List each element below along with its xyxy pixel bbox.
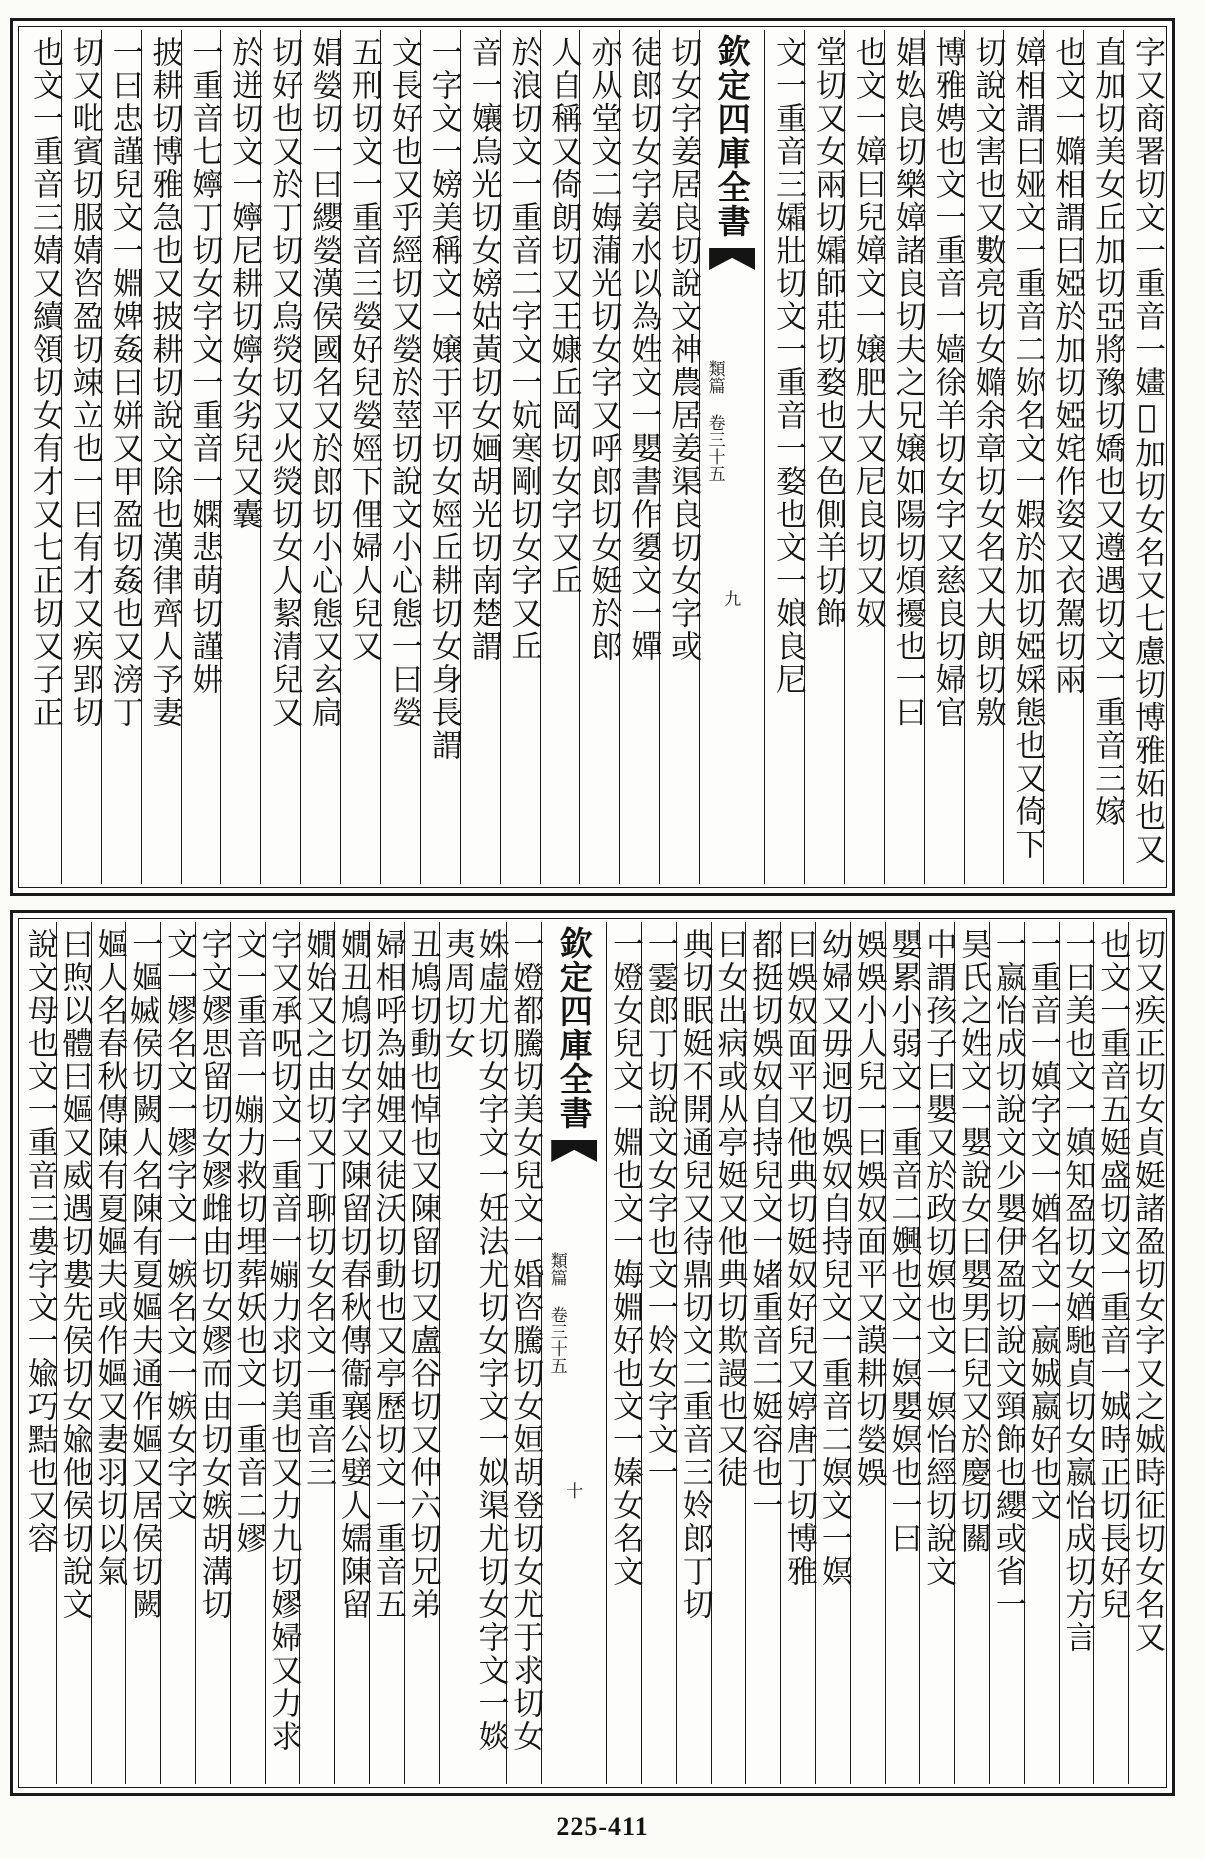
- text-column: 一重音七嬣丁切女字文一重音一嫻悲萌切謹妌: [181, 30, 221, 884]
- section-label: 類篇 卷三十五: [546, 1252, 567, 1374]
- text-column: 直加切美女丘加切亞將豫切嬌也又遵遇切文一重音三嫁: [1083, 30, 1123, 884]
- text-column: 曰娛奴面平又他典切娗奴好兒又婷唐丁切博雅: [780, 922, 815, 1784]
- text-column: 嬰累小弱文一重音二嬹也文一嫇嬰嫇也一曰: [885, 922, 920, 1784]
- text-column: 堂切又女兩切孀師莊切婺也又色側羊切飾: [804, 30, 844, 884]
- text-column: 文一重音一𡡈力救切埋葬妖也文一重音二嫪: [230, 922, 265, 1784]
- lower-page: [10, 910, 1175, 1796]
- fishtail-mark: [709, 248, 755, 270]
- text-column: 文一重音三孀壯切文一重音一婺也文一娘良尼: [764, 30, 804, 884]
- text-column: 切說文害也又數亮切女嫷余章切女名又大朗切敫: [964, 30, 1004, 884]
- text-column: 嫜相謂曰娅文一重音二妳名文一婽於加切婭婇態也又倚下: [1003, 30, 1043, 884]
- text-column: 中謂孩子曰嬰又於政切嫇也文一嫇怡經切說文: [919, 922, 954, 1784]
- text-column: 披耕切博雅急也又披耕切說文除也漢律齊人予妻: [141, 30, 181, 884]
- text-column: 嫺始又之由切又丁聊切女名文一重音三: [299, 922, 334, 1784]
- text-column: 人自稱又倚朗切又王嫝丘岡切女字又丘: [540, 30, 580, 884]
- text-column: 切又疾正切女貞娗諸盈切女字又之娍時征切女名又: [1128, 922, 1163, 1784]
- text-column: 五刑切文一重音三嫈好兒嫈娙下俚婦人兒又: [340, 30, 380, 884]
- text-column: 丑鳩切動也悼也又陳留切又盧谷切又仲六切兄弟: [404, 922, 439, 1784]
- leaf-number: 九: [720, 590, 741, 607]
- text-column: 字又承呪切文一重音一𡡈力求切美也又力九切嫪婦又力求: [265, 922, 300, 1784]
- page-number: 225-411: [556, 1812, 649, 1841]
- text-column: 幼婦又毋迥切娛奴自持兒文一重音二嫇文一嫇: [815, 922, 850, 1784]
- center-fold: [699, 30, 764, 884]
- text-column: 一嬁女兒文一婣也文一娒婣好也文一嫀女名文: [606, 922, 641, 1784]
- text-column: 娟嫈切一曰纓嫈漢侯國名又於郎切小心態又玄扃: [300, 30, 340, 884]
- center-fold: [541, 922, 606, 1784]
- leaf-number: 十: [562, 1482, 583, 1499]
- upper-page: [10, 18, 1175, 896]
- text-column: 說文母也文一重音三婁字文一婾巧黠也又容: [21, 928, 58, 1555]
- text-column: 也文一重音五娗盛切文一重音一娍時正切長好兒: [1093, 922, 1128, 1784]
- text-column: 昊氏之姓文一嬰說女曰嬰男曰兒又於慶切關: [954, 922, 989, 1784]
- text-column: 切又吡賓切服婧咨盈切竦立也一曰有才又疾郢切: [61, 30, 101, 884]
- text-column: 一重音一嫃字文一媨名文一嬴娍嬴好也文: [1024, 922, 1059, 1784]
- section-label: 類篇 卷三十五: [704, 360, 725, 482]
- upper-columns: [22, 30, 1163, 884]
- text-column: 一嫗𡟬侯切闕人名陳有夏嫗夫通作嫗又居侯切闕: [125, 922, 160, 1784]
- book-title: 欽定四庫全書: [554, 926, 594, 1130]
- text-column: 文一嫪名文一嫪字文一嫉名文一嫉女字文: [160, 922, 195, 1784]
- text-column: 字文嫪思留切女嫪雌由切女嫪而由切女嫉胡溝切: [195, 922, 230, 1784]
- book-title: 欽定四庫全書: [712, 34, 752, 238]
- text-column: 也文一嫜曰兒嫜文一嬢肥大又尼良切又奴: [844, 30, 884, 884]
- text-column: 博雅娉也文一重音一嫱徐羊切女字又慈良切婦官: [924, 30, 964, 884]
- text-column: 娼𡚸良切樂嫜諸良切夫之兄嬢如陽切煩擾也一曰: [884, 30, 924, 884]
- text-column: 婦相呼為妯娌又徒沃切動也又亭歷切文一重音五: [369, 922, 404, 1784]
- text-column: 嫗人名春秋傳陳有夏嫗夫或作嫗又妻羽切以氣: [91, 922, 126, 1784]
- text-column: 一霎郎丁切說文女字也文一姈女字文一: [641, 922, 676, 1784]
- text-column: 音一孃烏光切女嫎姑黃切女婳胡光切南楚謂: [460, 30, 500, 884]
- text-column: 一曰忠謹兒文一婣婢姦曰姘又甲盈切姦也又滂丁: [101, 30, 141, 884]
- text-column: 切好也又於丁切又烏熒切又火熒切女人絜清兒又: [260, 30, 300, 884]
- text-column: 一曰美也文一嫃知盈切女媨馳貞切女嬴怡成切方言: [1059, 922, 1094, 1784]
- text-column: 一字文一嫎美稱文一嬢于平切女娙丘耕切女身長謂: [420, 30, 460, 884]
- text-column: 於迸切文一嬣尼耕切嬣女劣兒又囊: [220, 30, 260, 884]
- text-column: 於浪切文一重音二字文一妔寒剛切女字又丘: [500, 30, 540, 884]
- text-column: 娛娛小人兒一曰娛奴面平又謨耕切嫈娛: [850, 922, 885, 1784]
- text-column: 文長好也又乎經切又嫈於莖切說文小心態一曰嫈: [380, 30, 420, 884]
- text-column: 嫺丑鳩切女字又陳留切春秋傳衞襄公嬖人嬬陳留: [334, 922, 369, 1784]
- text-column: 曰女出病或从亭娗又他典切欺謾也又徒: [711, 922, 746, 1784]
- text-column: 姝虛尤切女字文一妊法尤切女字文一姒渠尤切女字文一婒夷周切女: [439, 922, 507, 1784]
- text-column: 字又商署切文一重音一嫿𫯢加切女名又七慮切博雅妬也又: [1123, 30, 1163, 884]
- text-column: 徒郎切女字姜水以為姓文一嬰書作嬃文一嬋: [619, 30, 659, 884]
- text-column: 一嬴怡成切說文少嬰伊盈切說文頸飾也纓或省一: [989, 922, 1024, 1784]
- text-column: 曰煦以體曰嫗又威遇切婁先侯切女婾他侯切說文: [56, 922, 91, 1784]
- text-column: 切女字姜居良切說文神農居姜渠良切女字或: [659, 30, 699, 884]
- text-column: 亦从堂文二娒蒲光切女字又呼郎切女娗於郎: [579, 30, 619, 884]
- text-column: 一嬁都騰切美女兒文一婚咨騰切女姮胡登切女尤于求切女: [506, 922, 541, 1784]
- lower-columns: [22, 922, 1163, 1784]
- text-column: 典切眠娗不開通兒又待鼎切文二重音三姈郎丁切: [676, 922, 711, 1784]
- text-column: 也文一嫷相謂曰婭於加切婭姹作姿又衣駕切兩: [1043, 30, 1083, 884]
- text-column: 都挺切娛奴自持兒文一媎重音二娗容也一: [745, 922, 780, 1784]
- fishtail-mark: [551, 1140, 597, 1162]
- text-column: 也文一重音三婧又續領切女有才又七正切又子正: [26, 36, 63, 729]
